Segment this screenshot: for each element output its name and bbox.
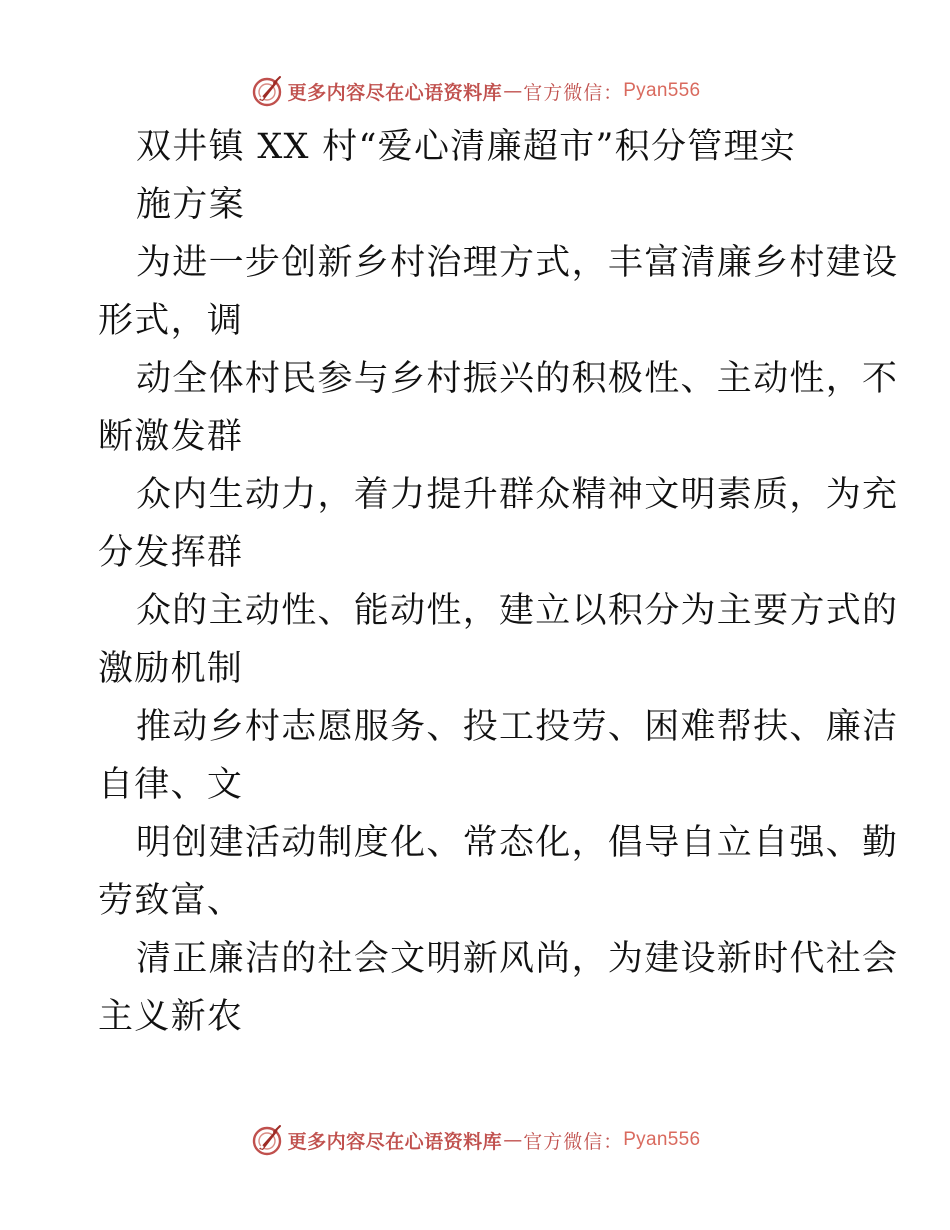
footer-banner-brand: 更多内容尽在心语资料库	[287, 1130, 503, 1153]
doc-title-line-1: 双井镇 XX 村“爱心清廉超市”积分管理实	[136, 127, 797, 167]
header-banner	[0, 71, 950, 111]
footer-banner-wechat-id: Pyan556	[623, 1129, 701, 1150]
quill-pen-logo-icon	[250, 74, 284, 108]
doc-paragraph-line: 明创建活动制度化、常态化，倡导自立自强、勤	[136, 823, 899, 863]
header-banner-label: 官方微信：	[523, 81, 624, 104]
doc-paragraph-line: 为进一步创新乡村治理方式，丰富清廉乡村建设	[136, 243, 899, 283]
doc-paragraph-line: 形式，调	[98, 301, 244, 341]
doc-paragraph-line: 推动乡村志愿服务、投工投劳、困难帮扶、廉洁	[136, 707, 899, 747]
footer-banner-separator: —	[503, 1129, 523, 1151]
header-banner-wechat-id: Pyan556	[623, 80, 701, 101]
doc-paragraph-line: 断激发群	[98, 417, 244, 457]
header-banner-brand: 更多内容尽在心语资料库	[287, 81, 503, 104]
doc-paragraph-line: 动全体村民参与乡村振兴的积极性、主动性，不	[136, 359, 899, 399]
header-banner-text	[288, 78, 701, 105]
doc-paragraph-line: 分发挥群	[98, 533, 244, 573]
footer-banner	[0, 1120, 950, 1160]
doc-title-line-2: 施方案	[136, 185, 245, 225]
header-banner-separator: —	[503, 80, 523, 102]
doc-paragraph-line: 劳致富、	[98, 881, 244, 921]
doc-paragraph-line: 众内生动力，着力提升群众精神文明素质，为充	[136, 475, 899, 515]
doc-paragraph-line: 激励机制	[98, 649, 244, 689]
doc-paragraph-line: 众的主动性、能动性，建立以积分为主要方式的	[136, 591, 899, 631]
quill-pen-logo-icon	[250, 1123, 284, 1157]
doc-paragraph-line: 清正廉洁的社会文明新风尚，为建设新时代社会	[136, 939, 899, 979]
doc-paragraph-line: 主义新农	[98, 997, 244, 1037]
footer-banner-label: 官方微信：	[523, 1130, 624, 1153]
footer-banner-text	[288, 1127, 701, 1154]
doc-paragraph-line: 自律、文	[98, 765, 244, 805]
